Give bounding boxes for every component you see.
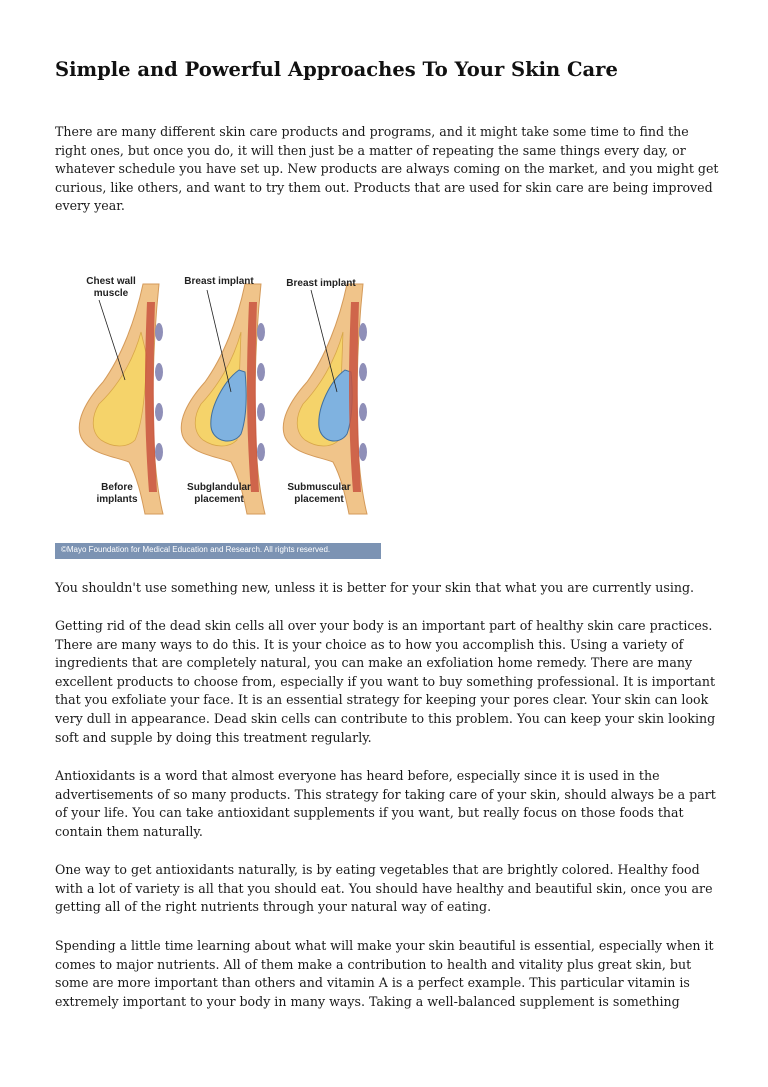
paragraph-4: One way to get antioxidants naturally, is by eating vegetables that are brightly colored. Healthy food with a lot of variety is all that you should eat. You should have healthy and beautiful skin, once you are getting all of the right nutrients through your natural way of eating. bbox=[55, 862, 713, 915]
page-title: Simple and Powerful Approaches To Your Skin Care bbox=[55, 58, 618, 81]
paragraph-2: Getting rid of the dead skin cells all over your body is an important part of healthy skin care practices. There are many ways to do this. It is your choice as to how you accomplish this. Using a variety of ingredients that are completely natural, you can make an exfoliation home remedy. There are many excellent products to choose from, especially if you want to buy something professional. It is important that you exfoliate your face. It is an essential strategy for keeping your pores clear. Your skin can look very dull in appearance. Dead skin cells can contribute to this problem. You can keep your skin looking soft and supple by doing this treatment regularly. bbox=[55, 618, 716, 745]
implant-diagram bbox=[55, 262, 381, 544]
panel-submuscular bbox=[283, 284, 367, 514]
label-before-2: implants bbox=[96, 494, 138, 505]
panel-subglandular bbox=[181, 284, 265, 514]
paragraph-5: Spending a little time learning about what will make your skin beautiful is essential, especially when it comes to major nutrients. All of them make a contribution to health and vitality plus great skin, but some are more important than others and vitamin A is a perfect example. This particular vitamin is extremely important to your body in many ways. Taking a well-balanced supplement is something bbox=[55, 938, 714, 1009]
label-subglandular-2: placement bbox=[194, 494, 244, 505]
label-chest-wall-2: muscle bbox=[93, 288, 129, 299]
paragraph-1: You shouldn't use something new, unless it is better for your skin that what you are currently using. bbox=[55, 580, 695, 595]
label-submuscular: Submuscular bbox=[287, 482, 351, 493]
label-before: Before bbox=[101, 482, 133, 493]
label-submuscular-2: placement bbox=[294, 494, 344, 505]
breast-implant-figure bbox=[55, 262, 381, 560]
label-subglandular: Subglandular bbox=[187, 482, 251, 493]
label-breast-implant-1: Breast implant bbox=[184, 276, 254, 287]
figure-caption-bar bbox=[55, 543, 381, 559]
label-breast-implant-2: Breast implant bbox=[286, 278, 356, 289]
figure-caption: ©Mayo Foundation for Medical Education and Research. All rights reserved. bbox=[61, 545, 331, 554]
intro-paragraph: There are many different skin care products and programs, and it might take some time to find the right ones, but once you do, it will then just be a matter of repeating the same things every day, or whatever schedule you have set up. New products are always coming on the market, and you might get curious, like others, and want to try them out. Products that are used for skin care are being improved every year. bbox=[55, 124, 719, 214]
paragraph-3: Antioxidants is a word that almost everyone has heard before, especially since it is used in the advertisements of so many products. This strategy for taking care of your skin, should always be a part of your life. You can take antioxidant supplements if you want, but really focus on those foods that contain them naturally. bbox=[55, 768, 716, 839]
label-chest-wall: Chest wall bbox=[86, 276, 136, 287]
panel-before-implants bbox=[79, 284, 163, 514]
